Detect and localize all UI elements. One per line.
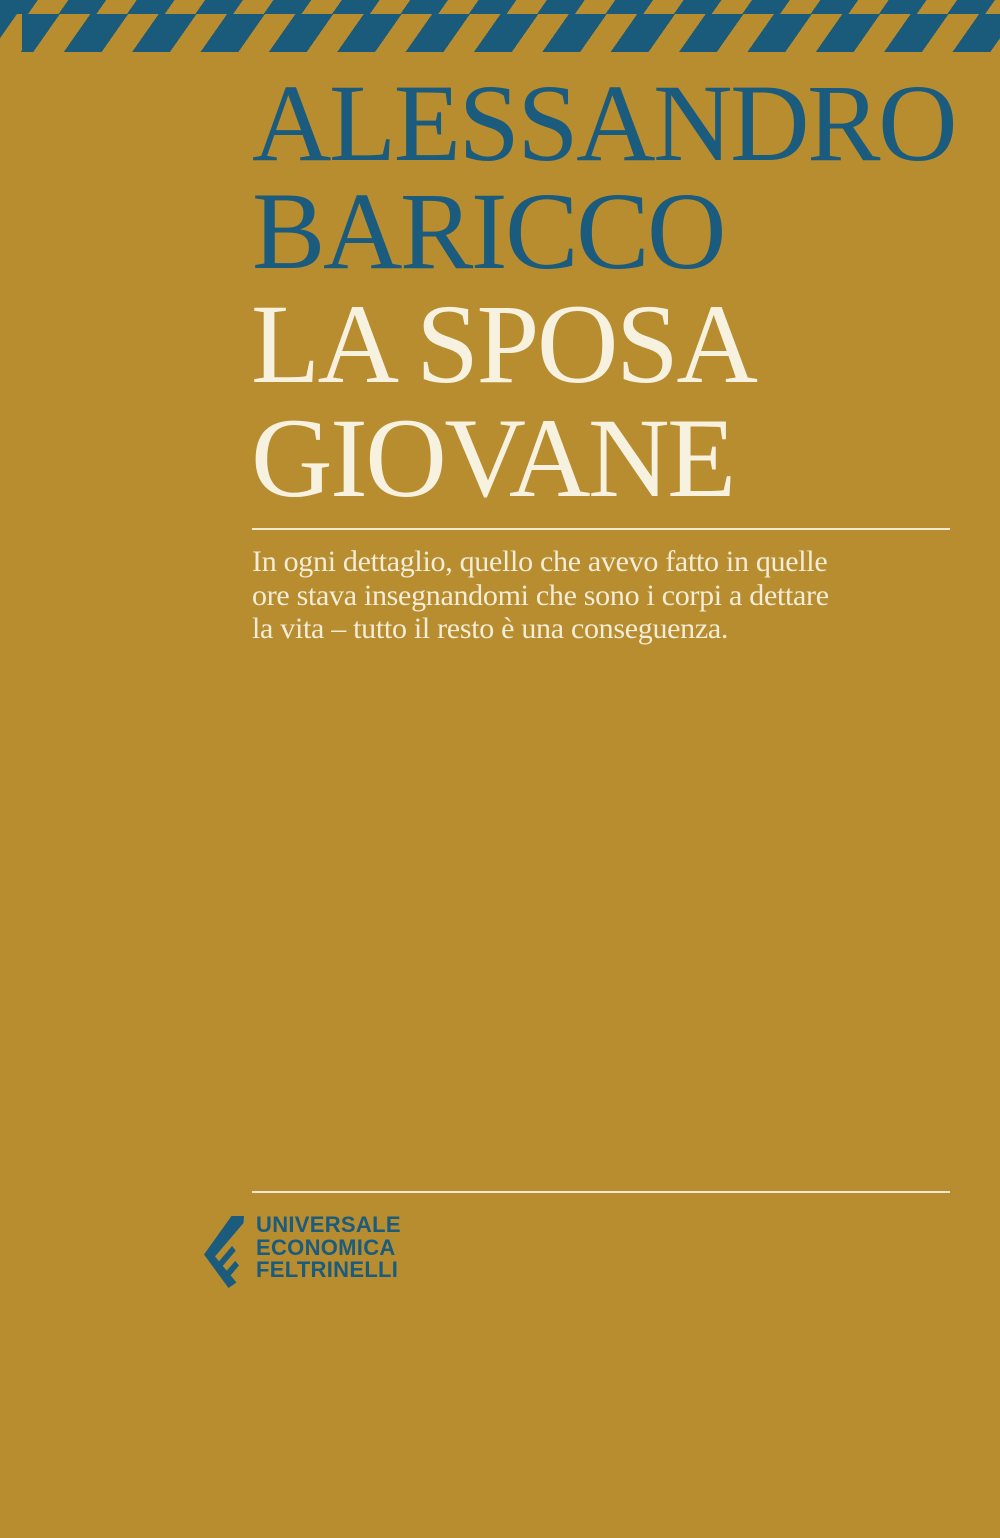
feltrinelli-chevron-icon — [204, 1216, 244, 1288]
cover-quote — [252, 545, 952, 646]
divider-rule-top — [252, 528, 950, 530]
book-title-line1: LA SPOSA — [251, 282, 756, 407]
divider-rule-bottom — [252, 1191, 950, 1193]
cover-quote-line3: la vita – tutto il resto è una conseguenza. — [252, 612, 729, 645]
cover-quote-line1: In ogni dettaglio, quello che avevo fatto in quelle — [252, 545, 828, 578]
top-stripe-band-thin-row — [0, 0, 1000, 14]
publisher-wordmark — [256, 1214, 401, 1282]
publisher-line-feltrinelli: FELTRINELLI — [256, 1257, 399, 1283]
book-title-line2: GIOVANE — [251, 396, 734, 521]
top-stripe-band-main-row — [0, 14, 1000, 52]
author-name-line1: ALESSANDRO — [252, 62, 956, 184]
publisher-line-economica: ECONOMICA — [256, 1234, 396, 1260]
author-name-line2: BARICCO — [252, 170, 725, 292]
cover-quote-line2: ore stava insegnandomi che sono i corpi a dettare — [252, 578, 829, 612]
publisher-line-universale: UNIVERSALE — [256, 1212, 401, 1237]
